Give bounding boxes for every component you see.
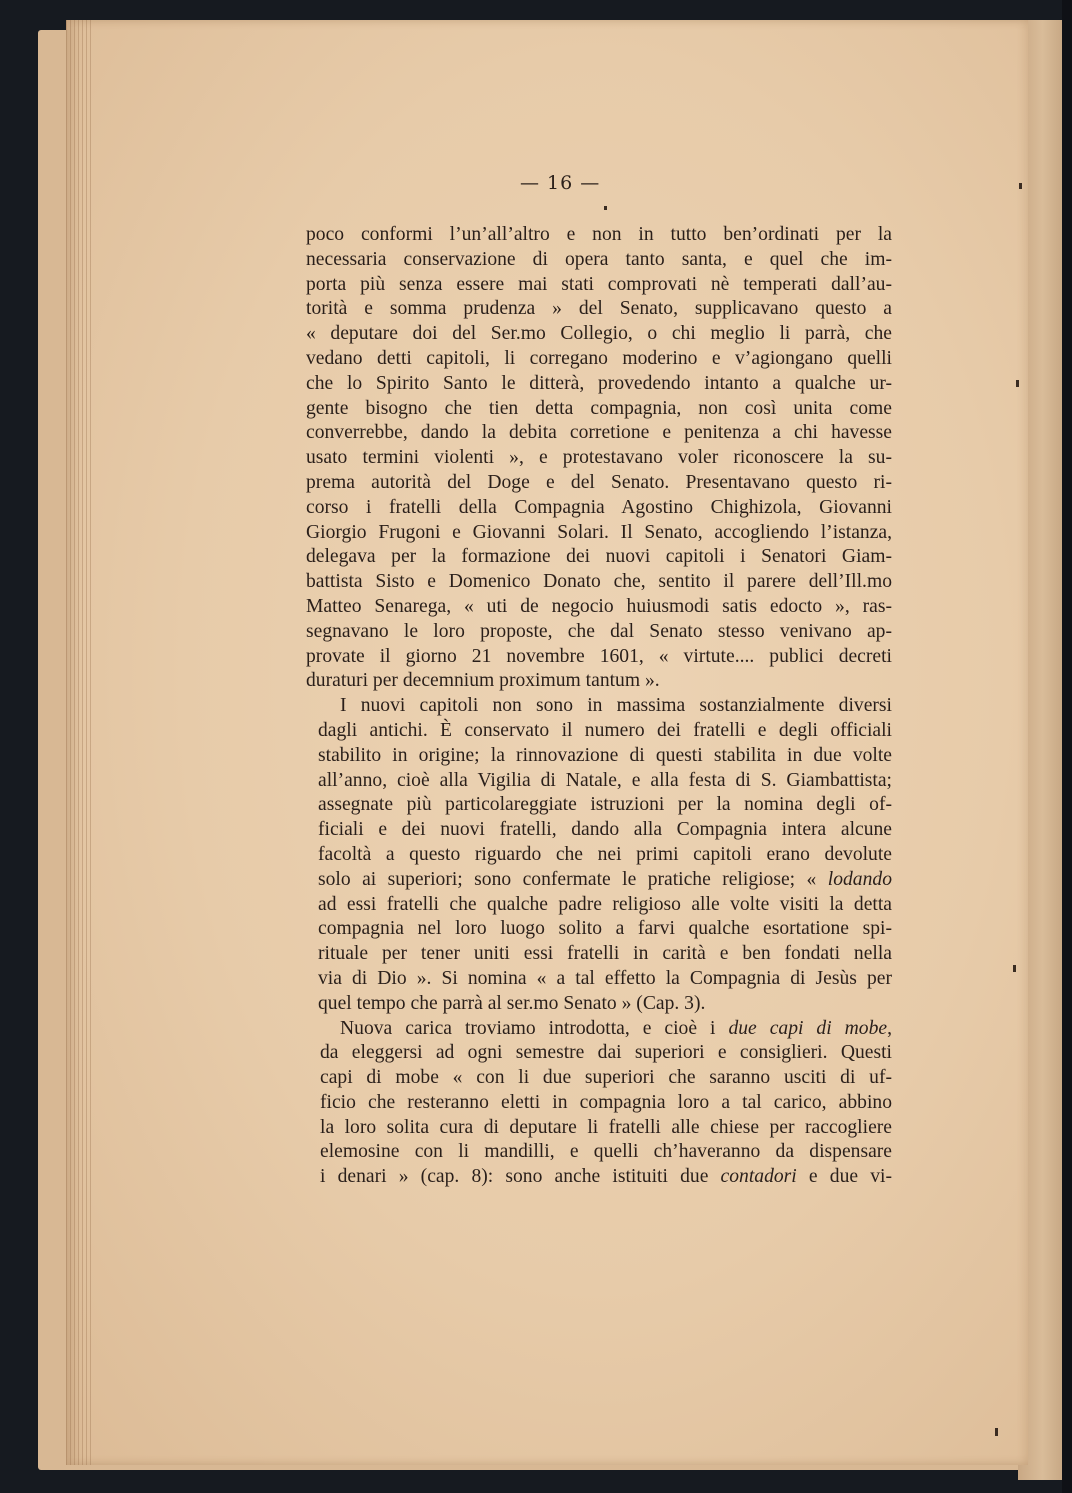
body-text [306,223,892,1190]
text-line: porta più senza essere mai stati comprovati nè temperati dall’au- [306,273,892,295]
text-line: Matteo Senarega, « uti de negocio huiusmodi satis edocto », ras- [306,595,892,617]
text-line: vedano detti capitoli, li corregano moderino e v’agiongano quelli [306,347,892,369]
text-line [306,868,892,893]
text-line: segnavano le loro proposte, che dal Senato stesso venivano ap- [306,620,892,642]
text-line [306,1165,892,1190]
text-line: via di Dio ». Si nomina « a tal effetto la Compagnia di Jesùs per [318,967,892,989]
text-line: prema autorità del Doge e del Senato. Presentavano questo ri- [306,471,892,493]
text-line: dagli antichi. È conservato il numero dei fratelli e degli officiali [318,719,892,741]
text-line: compagnia nel loro luogo solito a farvi qualche esortatione spi- [318,918,892,940]
text-line: quel tempo che parrà al ser.mo Senato » (Cap. 3). [318,992,706,1014]
text-line: corso i fratelli della Compagnia Agostino Chighizola, Giovanni [306,496,892,518]
text-line: rituale per tener uniti essi fratelli in carità e ben fondati nella [318,943,892,965]
text-line: duraturi per decemnium proximum tantum ». [306,670,660,692]
text-line: stabilito in origine; la rinnovazione di questi stabilita in due volte [318,744,892,766]
text-line: usato termini violenti », e protestavano voler riconoscere la su- [306,447,892,469]
text-line: assegnate più particolareggiate istruzioni per la nomina degli of- [318,794,892,816]
italic-text: due capi di mobe [728,1017,888,1039]
text-line: ficio che resteranno eletti in compagnia loro a tal carico, abbino [320,1091,892,1113]
page-number: — 16 — [520,172,601,194]
text-line: che lo Spirito Santo le ditterà, provedendo intanto a qualche ur- [306,372,892,394]
paragraph-first-line: I nuovi capitoli non sono in massima sostanzialmente diversi [340,695,892,717]
text-line: provate il giorno 21 novembre 1601, « virtute.... publici decreti [306,645,892,667]
text-line: torità e somma prudenza » del Senato, supplicavano questo a [306,298,892,320]
text-line: battista Sisto e Domenico Donato che, sentito il parere dell’Ill.mo [306,571,892,593]
text-line: delegava per la formazione dei nuovi capitoli i Senatori Giam- [306,546,892,568]
text-run: Nuova carica troviamo introdotta, e cioè i [340,1017,729,1039]
text-line: capi di mobe « con li due superiori che saranno usciti di uf- [320,1067,892,1089]
text-line: la loro solita cura di deputare li fratelli alle chiese per raccogliere [320,1116,892,1138]
margin-mark [1013,965,1016,972]
margin-mark [1019,183,1022,189]
text-line: all’anno, cioè alla Vigilia di Natale, e alla festa di S. Giambattista; [318,769,892,791]
margin-mark [1016,380,1019,387]
text-line: necessaria conservazione di opera tanto santa, e quel che im- [306,248,892,270]
text-line: gente bisogno che tien detta compagnia, non così unita come [306,397,892,419]
text-run: i denari » (cap. 8): sono anche istituiti due [320,1166,721,1188]
scan-background-edge [1062,0,1072,1493]
text-line: elemosine con li mandilli, e quelli ch’haveranno da dispensare [320,1141,892,1163]
ink-dot [604,206,607,210]
text-line: ficiali e dei nuovi fratelli, dando alla Compagnia intera alcune [318,819,892,841]
margin-mark [995,1428,998,1436]
text-run: , [887,1017,892,1039]
text-line: « deputare doi del Ser.mo Collegio, o chi meglio li parrà, che [306,323,892,345]
page-stack-lines [66,20,94,1465]
text-line: converrebbe, dando la debita corretione e penitenza a chi havesse [306,422,892,444]
text-line: poco conformi l’un’all’altro e non in tutto ben’ordinati per la [306,224,892,245]
italic-text: lodando [827,868,892,890]
text-line: da eleggersi ad ogni semestre dai superiori e consiglieri. Questi [320,1042,892,1064]
text-line: facoltà a questo riguardo che nei primi capitoli erano devolute [318,843,892,865]
italic-text: contadori [720,1166,797,1188]
text-line: Giorgio Frugoni e Giovanni Solari. Il Senato, accogliendo l’istanza, [306,521,892,543]
text-run: solo ai superiori; sono confermate le pratiche religiose; « [318,868,828,890]
text-line: ad essi fratelli che qualche padre religioso alle volte visiti la detta [318,893,892,915]
text-run: e due vi- [796,1166,892,1188]
paragraph-first-line [306,1017,892,1042]
